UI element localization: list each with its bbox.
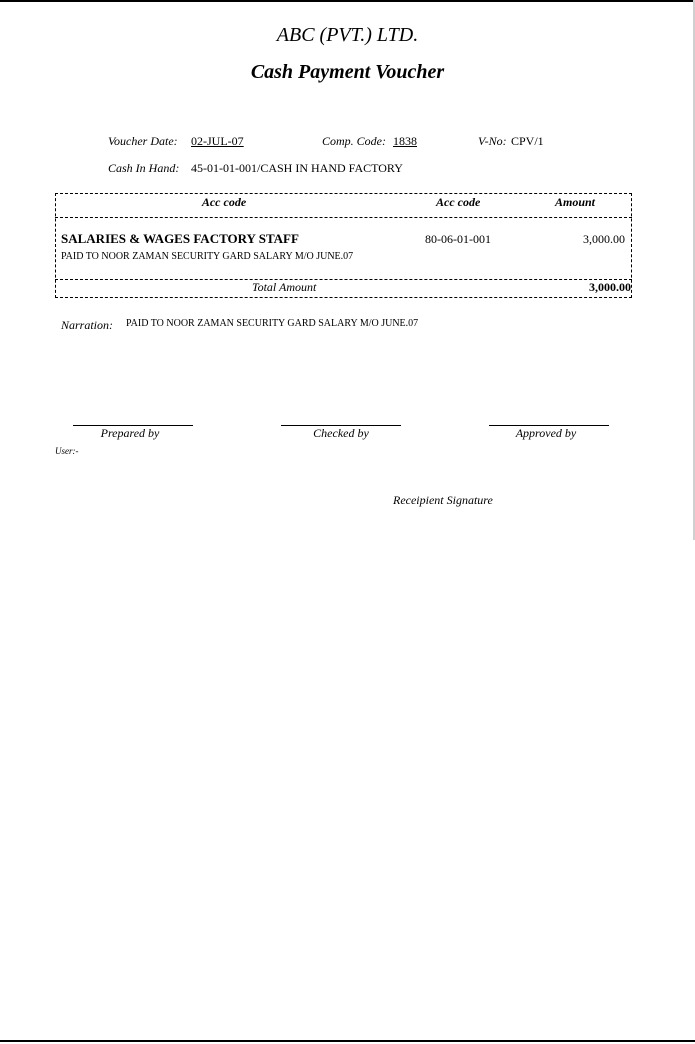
column-header-acc-code: Acc code	[436, 195, 481, 209]
company-name: ABC (PVT.) LTD.	[276, 24, 419, 46]
comp-code-label: Comp. Code:	[322, 134, 386, 148]
voucher-date-label: Voucher Date:	[108, 134, 178, 148]
row-detail: PAID TO NOOR ZAMAN SECURITY GARD SALARY M/O JUNE.07	[61, 251, 354, 262]
page-top-border	[0, 0, 695, 2]
prepared-by-label: Prepared by	[100, 426, 160, 440]
approved-by-label: Approved by	[515, 426, 577, 440]
cash-in-hand-label: Cash In Hand:	[108, 161, 180, 175]
column-header-amount: Amount	[555, 195, 596, 209]
total-amount-label: Total Amount	[252, 280, 317, 294]
user-label: User:-	[55, 446, 79, 456]
checked-by-label: Checked by	[313, 426, 369, 440]
narration-text: PAID TO NOOR ZAMAN SECURITY GARD SALARY M/O JUNE.07	[126, 318, 419, 329]
vno-label: V-No:	[478, 134, 507, 148]
total-amount-value: 3,000.00	[589, 280, 631, 294]
page-bottom-border	[0, 1040, 695, 1042]
comp-code-value: 1838	[393, 134, 417, 148]
cash-in-hand-value: 45-01-01-001/CASH IN HAND FACTORY	[191, 161, 403, 175]
voucher-title: Cash Payment Voucher	[250, 61, 445, 83]
narration-label: Narration:	[61, 318, 114, 332]
vno-value: CPV/1	[511, 134, 544, 148]
row-account-name: SALARIES & WAGES FACTORY STAFF	[61, 231, 299, 246]
table-header-divider	[55, 217, 632, 218]
voucher-date-value: 02-JUL-07	[191, 134, 244, 148]
column-header-description: Acc code	[201, 195, 247, 209]
row-acc-code: 80-06-01-001	[425, 232, 491, 246]
recipient-signature-label: Receipient Signature	[393, 493, 493, 507]
row-amount: 3,000.00	[583, 232, 625, 246]
